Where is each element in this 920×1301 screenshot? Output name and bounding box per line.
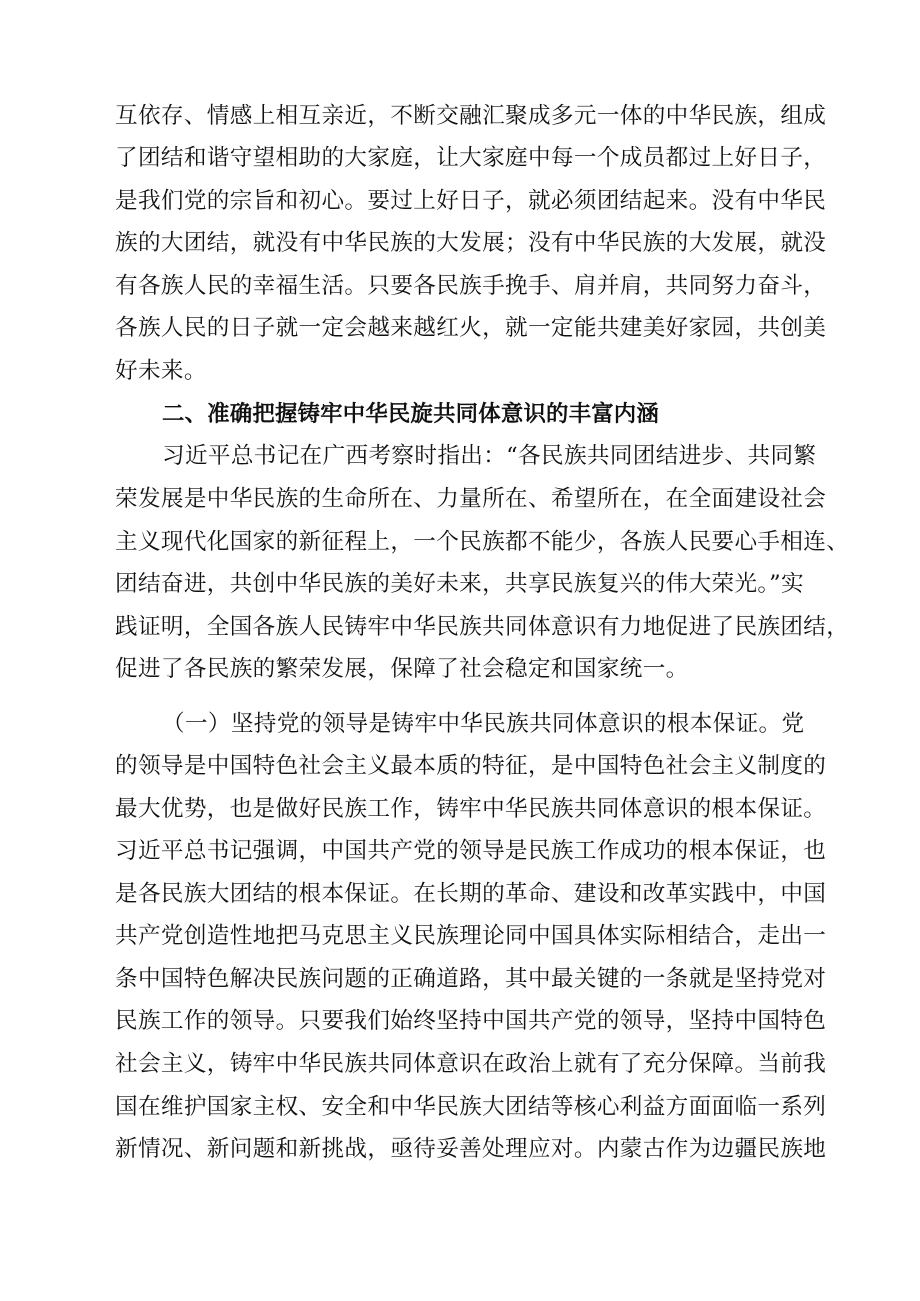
- text-line: 共产党创造性地把马克思主义民族理论同中国具体实际相结合，走出一: [115, 923, 827, 949]
- text-line: 践证明，全国各族人民铸牢中华民族共同体意识有力地促进了民族团结，: [115, 614, 850, 640]
- text-line: 荣发展是中华民族的生命所在、力量所在、希望所在，在全面建设社会: [115, 486, 827, 512]
- text-line: 条中国特色解决民族问题的正确道路，其中最关键的一条就是坚持党对: [115, 966, 827, 992]
- text-line: 的领导是中国特色社会主义最本质的特征，是中国特色社会主义制度的: [115, 753, 827, 779]
- text-line: 主义现代化国家的新征程上，一个民族都不能少，各族人民要心手相连、: [115, 529, 850, 555]
- text-line: 团结奋进，共创中华民族的美好未来，共享民族复兴的伟大荣光。”实: [115, 571, 804, 597]
- text-line: 习近平总书记在广西考察时指出：“各民族共同团结进步、共同繁: [162, 443, 817, 469]
- text-line: 民族工作的领导。只要我们始终坚持中国共产党的领导，坚持中国特色: [115, 1008, 827, 1034]
- text-line: 新情况、新问题和新挑战，亟待妥善处理应对。内蒙古作为边疆民族地: [115, 1136, 827, 1162]
- text-line: 好未来。: [115, 358, 207, 384]
- text-line: 习近平总书记强调，中国共产党的领导是民族工作成功的根本保证，也: [115, 838, 827, 864]
- text-line: 促进了各民族的繁荣发展，保障了社会稳定和国家统一。: [115, 656, 689, 682]
- text-line: （一）坚持党的领导是铸牢中华民族共同体意识的根本保证。党: [162, 711, 805, 737]
- text-line: 是各民族大团结的根本保证。在长期的革命、建设和改革实践中，中国: [115, 881, 827, 907]
- text-line: 是我们党的宗旨和初心。要过上好日子，就必须团结起来。没有中华民: [115, 188, 827, 214]
- text-line: 社会主义，铸牢中华民族共同体意识在政治上就有了充分保障。当前我: [115, 1051, 827, 1077]
- text-line: 有各族人民的幸福生活。只要各民族手挽手、肩并肩，共同努力奋斗，: [115, 273, 827, 299]
- text-line: 了团结和谐守望相助的大家庭，让大家庭中每一个成员都过上好日子，: [115, 145, 827, 171]
- text-line: 族的大团结，就没有中华民族的大发展；没有中华民族的大发展，就没: [115, 230, 827, 256]
- text-line: 最大优势，也是做好民族工作，铸牢中华民族共同体意识的根本保证。: [115, 796, 827, 822]
- text-line: 互依存、情感上相互亲近，不断交融汇聚成多元一体的中华民族，组成: [115, 103, 827, 129]
- text-line: 各族人民的日子就一定会越来越红火，就一定能共建美好家园，共创美: [115, 315, 827, 341]
- section-heading: 二、准确把握铸牢中华民旋共同体意识的丰富内涵: [162, 401, 659, 427]
- text-line: 国在维护国家主权、安全和中华民族大团结等核心利益方面面临一系列: [115, 1094, 827, 1120]
